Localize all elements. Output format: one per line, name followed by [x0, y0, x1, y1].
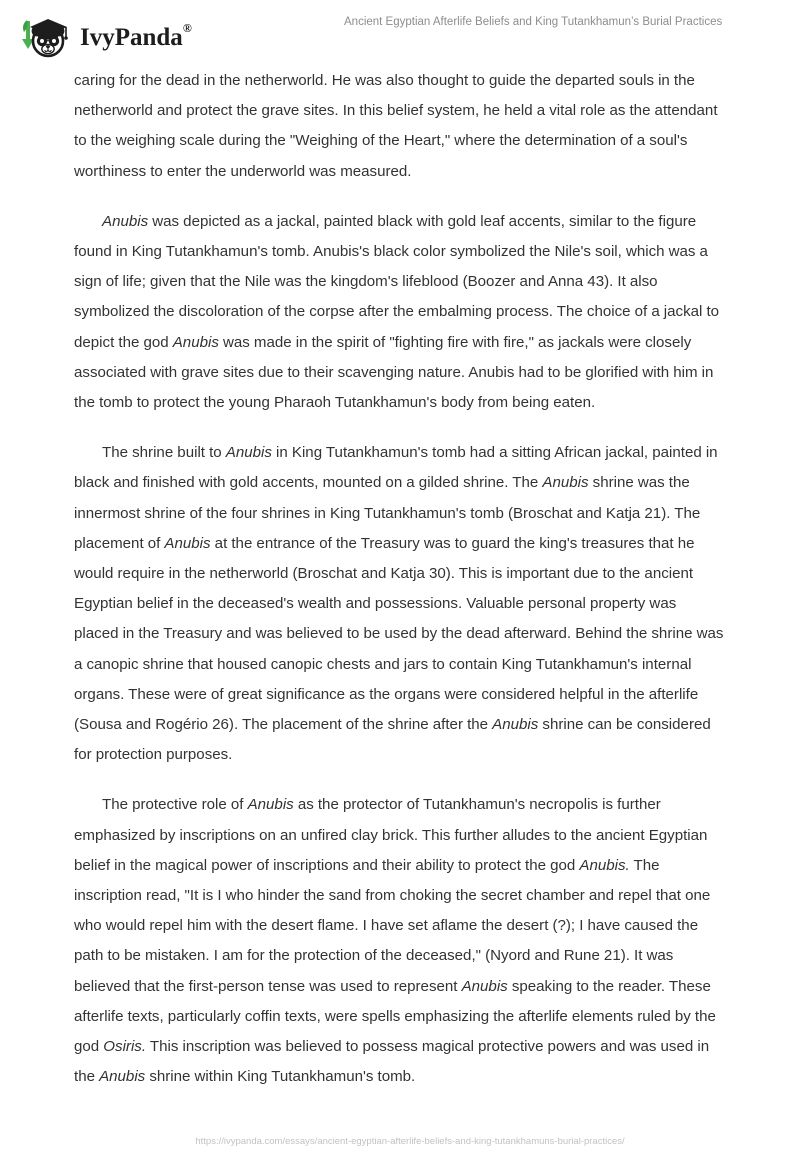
emphasized-term: Osiris.: [103, 1038, 147, 1056]
page-header: [0, 0, 800, 64]
brand-logo-block[interactable]: [16, 11, 192, 61]
emphasized-term: Anubis: [492, 716, 539, 734]
emphasized-term: Anubis: [99, 1068, 146, 1086]
emphasized-term: Anubis: [102, 212, 149, 230]
text-run: at the entrance of the Treasury was to guard the king's treasures that he would require in the netherworld (Broschat and Katja 30). This is important due to the ancient Egyptian belief in the deceased's wealth and possessions. Valuable personal property was placed in the Treasury and was believed to be used by the dead afterward. Behind the shrine was a canopic shrine that housed canopic chests and jars to contain King Tutankhamun's internal organs. These were of great significance as the organs were considered helpful in the afterlife (Sousa and Rogério 26). The placement of the shrine after the: [74, 534, 724, 734]
panda-graduate-logo-icon: [16, 11, 72, 61]
text-run: The shrine built to: [102, 444, 226, 462]
paragraph-4: [74, 790, 724, 1092]
text-run: The inscription read, "It is I who hinder the sand from choking the secret chamber and repel that one who would repel him with the desert flame. I have set aflame the desert (?); I have caused the path to be mistaken. I am for the protection of the deceased," (Nyord and Rune 21). It was believed that the first-person tense was used to represent: [74, 856, 711, 995]
text-run: caring for the dead in the netherworld. He was also thought to guide the departed souls in the netherworld and protect the grave sites. In this belief system, he held a vital role as the attendant to the weighing scale during the "Weighing of the Heart," where the determination of a soul's worthiness to enter the underworld was measured.: [74, 72, 718, 180]
text-run: was depicted as a jackal, painted black with gold leaf accents, similar to the figure found in King Tutankhamun's tomb. Anubis's black color symbolized the Nile's soil, which was a sign of life; given that the Nile was the kingdom's lifeblood (Boozer and Anna 43). It also symbolized the discoloration of the corpse after the embalming process. The choice of a jackal to depict the god: [74, 212, 720, 351]
document-body: [74, 66, 724, 1113]
registered-trademark-icon: ®: [182, 21, 192, 36]
emphasized-term: Anubis: [172, 333, 219, 351]
text-run: as the protector of Tutankhamun's necropolis is further emphasized by inscriptions on an unfired clay brick. This further alludes to the ancient Egyptian belief in the magical power of inscriptions and their ability to protect the god: [74, 796, 708, 874]
emphasized-term: Anubis: [225, 444, 272, 462]
text-run: in King Tutankhamun's tomb had a sitting African jackal, painted in black and finished with gold accents, mounted on a gilded shrine. The: [74, 444, 718, 492]
emphasized-term: Anubis.: [579, 856, 630, 874]
paragraph-1: [74, 66, 724, 187]
text-run: was made in the spirit of "fighting fire with fire," as jackals were closely associated with grave sites due to their scavenging nature. Anubis had to be glorified with him in the tomb to protect the young Pharaoh Tutankhamun's body from being eaten.: [74, 333, 714, 412]
document-header-title: Ancient Egyptian Afterlife Beliefs and King Tutankhamun’s Burial Practices: [344, 16, 723, 28]
paragraph-2: [74, 207, 724, 418]
emphasized-term: Anubis: [461, 977, 508, 995]
page-footer: [0, 1131, 800, 1149]
emphasized-term: Anubis: [542, 474, 589, 492]
text-run: The protective role of: [102, 796, 248, 814]
text-run: This inscription was believed to possess magical protective powers and was used in the: [74, 1038, 710, 1086]
text-run: shrine can be considered for protection purposes.: [74, 716, 711, 764]
text-run: speaking to the reader. These afterlife texts, particularly coffin texts, were spells emphasizing the afterlife elements ruled by the god: [74, 977, 716, 1056]
text-run: shrine within King Tutankhamun's tomb.: [145, 1068, 416, 1086]
paragraph-3: [74, 438, 724, 770]
brand-name-text: IvyPanda: [80, 23, 183, 51]
source-url[interactable]: https://ivypanda.com/essays/ancient-egyptian-afterlife-beliefs-and-king-tutankhamuns-burial-practices/: [195, 1136, 625, 1147]
text-run: shrine was the innermost shrine of the four shrines in King Tutankhamun's tomb (Broschat and Katja 21). The placement of: [74, 474, 701, 552]
emphasized-term: Anubis: [164, 534, 211, 552]
emphasized-term: Anubis: [247, 796, 294, 814]
brand-name: [80, 21, 192, 51]
